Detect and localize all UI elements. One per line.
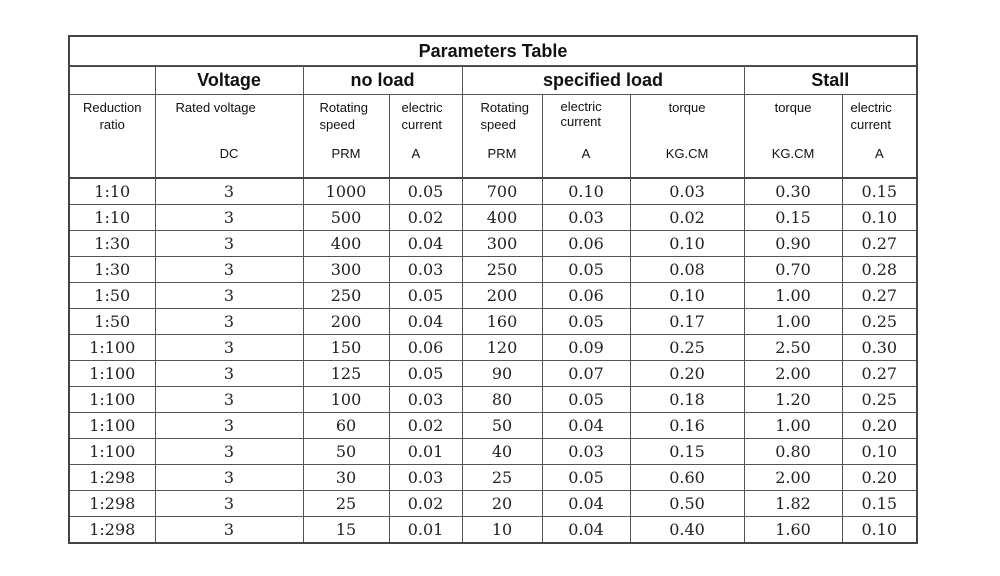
reduction-ratio-cell: 1:298 <box>69 517 155 544</box>
no-load-current-unit: A <box>411 146 421 161</box>
no-load-current-label: electric current <box>401 100 443 132</box>
reduction-ratio-cell: 1:30 <box>69 257 155 283</box>
stall-torque-cell: 1.82 <box>744 491 842 517</box>
no-load-speed-cell: 25 <box>303 491 389 517</box>
specified-load-torque-cell: 0.50 <box>630 491 744 517</box>
rated-voltage-cell: 3 <box>155 178 303 205</box>
specified-load-current-cell: 0.06 <box>542 283 630 309</box>
rated-voltage-cell: 3 <box>155 309 303 335</box>
no-load-current-cell: 0.02 <box>389 491 462 517</box>
stall-current-cell: 0.10 <box>842 517 917 544</box>
no-load-current-cell: 0.04 <box>389 309 462 335</box>
no-load-current-cell: 0.01 <box>389 517 462 544</box>
reduction-ratio-label: Reduction ratio <box>82 100 142 132</box>
stall-current-cell: 0.28 <box>842 257 917 283</box>
no-load-current-cell: 0.05 <box>389 361 462 387</box>
no-load-speed-cell: 300 <box>303 257 389 283</box>
no-load-current-cell: 0.06 <box>389 335 462 361</box>
specified-load-torque-cell: 0.16 <box>630 413 744 439</box>
reduction-ratio-cell: 1:298 <box>69 491 155 517</box>
no-load-current-cell: 0.02 <box>389 413 462 439</box>
rated-voltage-cell: 3 <box>155 517 303 544</box>
table-row <box>69 439 917 465</box>
stall-torque-unit: KG.CM <box>771 146 815 161</box>
stall-torque-cell: 0.70 <box>744 257 842 283</box>
stall-torque-cell: 2.50 <box>744 335 842 361</box>
no-load-speed-cell: 200 <box>303 309 389 335</box>
specified-load-speed-cell: 20 <box>462 491 542 517</box>
specified-load-current-cell: 0.05 <box>542 257 630 283</box>
specified-load-torque-unit: KG.CM <box>665 146 709 161</box>
column-header-specified-load-current <box>542 95 630 179</box>
specified-load-current-cell: 0.04 <box>542 491 630 517</box>
stall-current-cell: 0.25 <box>842 309 917 335</box>
reduction-ratio-cell: 1:30 <box>69 231 155 257</box>
specified-load-current-cell: 0.09 <box>542 335 630 361</box>
reduction-ratio-cell: 1:10 <box>69 205 155 231</box>
specified-load-torque-cell: 0.15 <box>630 439 744 465</box>
no-load-speed-cell: 250 <box>303 283 389 309</box>
rated-voltage-cell: 3 <box>155 439 303 465</box>
reduction-ratio-cell: 1:100 <box>69 335 155 361</box>
table-row <box>69 283 917 309</box>
rated-voltage-cell: 3 <box>155 361 303 387</box>
stall-torque-cell: 1.00 <box>744 283 842 309</box>
specified-load-current-cell: 0.03 <box>542 205 630 231</box>
specified-load-speed-cell: 160 <box>462 309 542 335</box>
specified-load-speed-unit: PRM <box>487 146 517 161</box>
no-load-current-cell: 0.03 <box>389 465 462 491</box>
reduction-ratio-cell: 1:100 <box>69 387 155 413</box>
column-header-rated-voltage <box>155 95 303 179</box>
stall-current-cell: 0.27 <box>842 283 917 309</box>
specified-load-torque-cell: 0.10 <box>630 283 744 309</box>
specified-load-current-cell: 0.06 <box>542 231 630 257</box>
specified-load-current-cell: 0.03 <box>542 439 630 465</box>
table-row <box>69 231 917 257</box>
table-row <box>69 335 917 361</box>
no-load-speed-unit: PRM <box>331 146 361 161</box>
stall-torque-cell: 2.00 <box>744 361 842 387</box>
stall-torque-cell: 0.15 <box>744 205 842 231</box>
table-row <box>69 178 917 205</box>
specified-load-speed-label: Rotating speed <box>480 100 529 132</box>
no-load-speed-label: Rotating speed <box>319 100 368 132</box>
table-body <box>69 178 917 543</box>
table-row <box>69 309 917 335</box>
stall-torque-cell: 0.90 <box>744 231 842 257</box>
table-row <box>69 361 917 387</box>
specified-load-current-cell: 0.04 <box>542 517 630 544</box>
no-load-speed-cell: 150 <box>303 335 389 361</box>
specified-load-speed-cell: 300 <box>462 231 542 257</box>
specified-load-speed-cell: 120 <box>462 335 542 361</box>
group-header-stall: Stall <box>744 66 917 95</box>
column-header-reduction-ratio <box>69 95 155 179</box>
specified-load-speed-cell: 250 <box>462 257 542 283</box>
column-header-no-load-current <box>389 95 462 179</box>
reduction-ratio-cell: 1:100 <box>69 439 155 465</box>
reduction-ratio-cell: 1:100 <box>69 413 155 439</box>
specified-load-torque-cell: 0.25 <box>630 335 744 361</box>
no-load-current-cell: 0.03 <box>389 387 462 413</box>
stall-current-cell: 0.15 <box>842 491 917 517</box>
no-load-current-cell: 0.05 <box>389 178 462 205</box>
no-load-speed-cell: 500 <box>303 205 389 231</box>
reduction-ratio-cell: 1:50 <box>69 309 155 335</box>
specified-load-torque-cell: 0.17 <box>630 309 744 335</box>
rated-voltage-cell: 3 <box>155 413 303 439</box>
specified-load-speed-cell: 10 <box>462 517 542 544</box>
column-header-no-load-speed <box>303 95 389 179</box>
rated-voltage-cell: 3 <box>155 283 303 309</box>
group-header-voltage: Voltage <box>155 66 303 95</box>
no-load-speed-cell: 30 <box>303 465 389 491</box>
specified-load-speed-cell: 40 <box>462 439 542 465</box>
reduction-ratio-cell: 1:10 <box>69 178 155 205</box>
stall-torque-cell: 0.30 <box>744 178 842 205</box>
stall-current-cell: 0.15 <box>842 178 917 205</box>
rated-voltage-cell: 3 <box>155 465 303 491</box>
specified-load-speed-cell: 80 <box>462 387 542 413</box>
no-load-current-cell: 0.03 <box>389 257 462 283</box>
rated-voltage-unit: DC <box>219 146 239 161</box>
rated-voltage-cell: 3 <box>155 231 303 257</box>
column-header-stall-torque <box>744 95 842 179</box>
stall-torque-cell: 2.00 <box>744 465 842 491</box>
specified-load-speed-cell: 200 <box>462 283 542 309</box>
specified-load-current-cell: 0.05 <box>542 309 630 335</box>
no-load-current-cell: 0.04 <box>389 231 462 257</box>
specified-load-torque-cell: 0.20 <box>630 361 744 387</box>
group-header-blank <box>69 66 155 95</box>
table-row <box>69 465 917 491</box>
rated-voltage-cell: 3 <box>155 387 303 413</box>
table-row <box>69 517 917 544</box>
column-header-stall-current <box>842 95 917 179</box>
specified-load-speed-cell: 90 <box>462 361 542 387</box>
rated-voltage-label: Rated voltage <box>175 100 256 115</box>
specified-load-torque-cell: 0.18 <box>630 387 744 413</box>
stall-current-label: electric current <box>850 100 892 132</box>
rated-voltage-cell: 3 <box>155 257 303 283</box>
no-load-current-cell: 0.02 <box>389 205 462 231</box>
reduction-ratio-cell: 1:50 <box>69 283 155 309</box>
parameters-table <box>68 35 916 547</box>
table-row <box>69 387 917 413</box>
stall-current-cell: 0.10 <box>842 205 917 231</box>
no-load-speed-cell: 60 <box>303 413 389 439</box>
no-load-speed-cell: 15 <box>303 517 389 544</box>
no-load-speed-cell: 100 <box>303 387 389 413</box>
stall-torque-cell: 1.00 <box>744 309 842 335</box>
no-load-speed-cell: 50 <box>303 439 389 465</box>
stall-current-cell: 0.30 <box>842 335 917 361</box>
specified-load-current-unit: A <box>581 146 591 161</box>
no-load-current-cell: 0.01 <box>389 439 462 465</box>
no-load-current-cell: 0.05 <box>389 283 462 309</box>
rated-voltage-cell: 3 <box>155 491 303 517</box>
stall-torque-cell: 1.60 <box>744 517 842 544</box>
stall-current-cell: 0.27 <box>842 231 917 257</box>
stall-current-cell: 0.10 <box>842 439 917 465</box>
stall-torque-cell: 1.00 <box>744 413 842 439</box>
stall-current-cell: 0.25 <box>842 387 917 413</box>
specified-load-current-label: electric current <box>560 99 602 129</box>
no-load-speed-cell: 1000 <box>303 178 389 205</box>
column-header-specified-load-speed <box>462 95 542 179</box>
group-header-no-load: no load <box>303 66 462 95</box>
specified-load-current-cell: 0.04 <box>542 413 630 439</box>
no-load-speed-cell: 125 <box>303 361 389 387</box>
table-row <box>69 413 917 439</box>
stall-current-cell: 0.20 <box>842 413 917 439</box>
stall-current-cell: 0.27 <box>842 361 917 387</box>
reduction-ratio-cell: 1:298 <box>69 465 155 491</box>
column-header-specified-load-torque <box>630 95 744 179</box>
specified-load-current-cell: 0.07 <box>542 361 630 387</box>
specified-load-torque-cell: 0.40 <box>630 517 744 544</box>
specified-load-current-cell: 0.05 <box>542 387 630 413</box>
specified-load-torque-cell: 0.60 <box>630 465 744 491</box>
reduction-ratio-cell: 1:100 <box>69 361 155 387</box>
specified-load-torque-cell: 0.10 <box>630 231 744 257</box>
stall-current-unit: A <box>874 146 884 161</box>
specified-load-torque-cell: 0.08 <box>630 257 744 283</box>
stall-torque-cell: 1.20 <box>744 387 842 413</box>
table-row <box>69 491 917 517</box>
specified-load-torque-label: torque <box>668 100 706 115</box>
no-load-speed-cell: 400 <box>303 231 389 257</box>
specified-load-speed-cell: 400 <box>462 205 542 231</box>
specified-load-torque-cell: 0.02 <box>630 205 744 231</box>
stall-torque-cell: 0.80 <box>744 439 842 465</box>
specified-load-current-cell: 0.10 <box>542 178 630 205</box>
stall-current-cell: 0.20 <box>842 465 917 491</box>
specified-load-speed-cell: 50 <box>462 413 542 439</box>
specified-load-torque-cell: 0.03 <box>630 178 744 205</box>
group-header-specified-load: specified load <box>462 66 744 95</box>
specified-load-current-cell: 0.05 <box>542 465 630 491</box>
rated-voltage-cell: 3 <box>155 335 303 361</box>
table-title: Parameters Table <box>68 35 918 67</box>
table-row <box>69 205 917 231</box>
stall-torque-label: torque <box>774 100 812 115</box>
table-row <box>69 257 917 283</box>
parameters-grid <box>68 65 918 544</box>
specified-load-speed-cell: 700 <box>462 178 542 205</box>
rated-voltage-cell: 3 <box>155 205 303 231</box>
specified-load-speed-cell: 25 <box>462 465 542 491</box>
